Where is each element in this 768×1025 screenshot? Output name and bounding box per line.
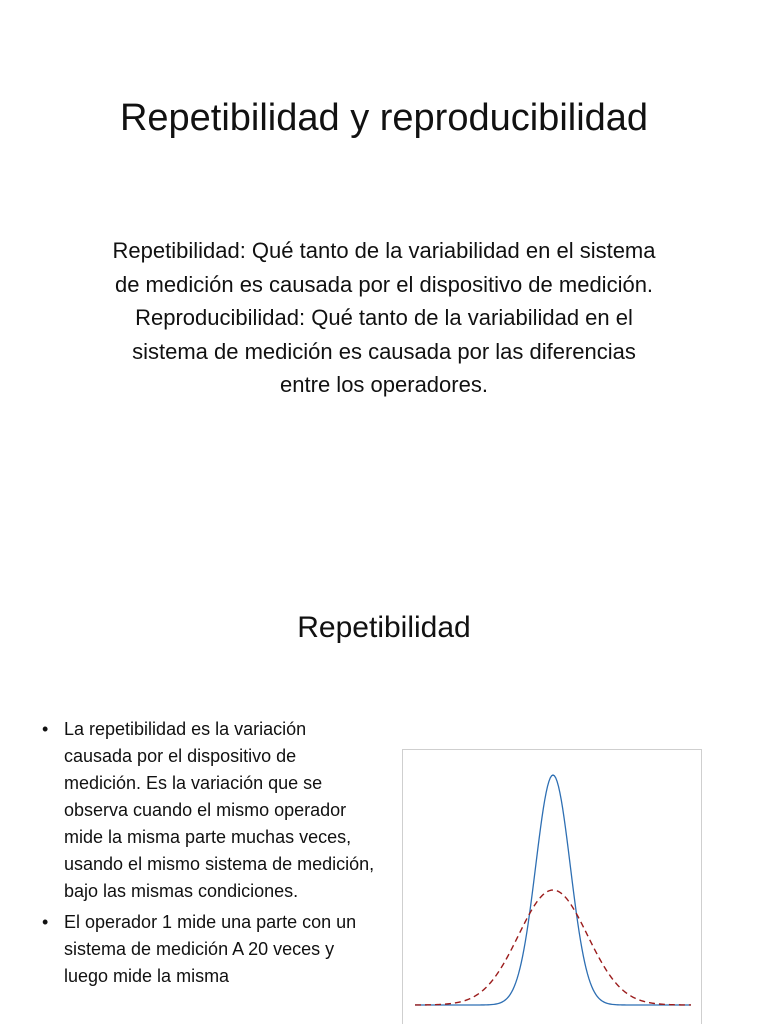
bullet-list	[42, 716, 378, 994]
bullet-item	[42, 716, 378, 905]
bullet-icon: •	[42, 719, 49, 739]
bullet-text: La repetibilidad es la variación causada por el dispositivo de medición. Es la variación que se observa cuando el mismo operador mide la misma parte muchas veces, usando el mismo sistema de medición, bajo las mismas condiciones.	[64, 719, 375, 901]
section-title: Repetibilidad	[297, 611, 471, 644]
definitions-block	[110, 234, 658, 402]
distribution-chart-svg	[403, 750, 701, 1025]
bullet-text: El operador 1 mide una parte con un sistema de medición A 20 veces y luego mide la misma	[64, 912, 357, 986]
series-line-2	[415, 890, 691, 1005]
distribution-chart	[402, 749, 702, 1024]
bullet-icon: •	[42, 912, 49, 932]
slide-title: Repetibilidad y reproducibilidad	[119, 97, 649, 139]
repeatability-definition: Repetibilidad: Qué tanto de la variabilidad en el sistema de medición es causada por el dispositivo de medición.	[112, 238, 656, 297]
series-line-1	[415, 775, 691, 1005]
bullet-item	[42, 909, 378, 990]
reproducibility-definition: Reproducibilidad: Qué tanto de la variabilidad en el sistema de medición es causada por las diferencias entre los operadores.	[132, 305, 636, 397]
